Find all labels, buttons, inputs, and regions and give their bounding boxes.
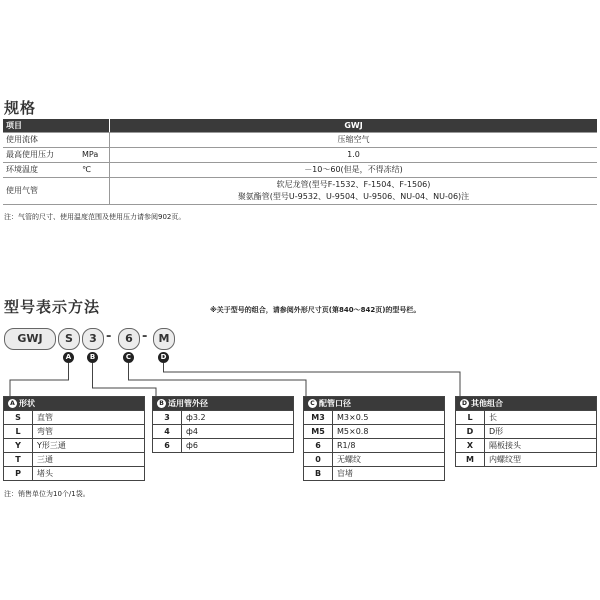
other-code: L <box>456 411 485 425</box>
tube-table-title: 适用管外径 <box>168 399 208 408</box>
model-part-a-pill: S <box>58 328 80 350</box>
port-table <box>303 396 445 481</box>
other-code: X <box>456 439 485 453</box>
table-row <box>456 453 597 467</box>
model-part-d-pill: M <box>153 328 175 350</box>
port-desc: M3×0.5 <box>333 411 445 425</box>
shape-code: S <box>4 411 33 425</box>
marker-d: D <box>158 352 169 363</box>
port-table-header <box>304 397 445 411</box>
spec-label: 使用气管 <box>3 178 110 205</box>
connector-c <box>129 363 307 396</box>
other-desc: 长 <box>485 411 597 425</box>
other-table <box>455 396 597 467</box>
marker-c-badge: C <box>308 399 317 408</box>
other-desc: 隔板接头 <box>485 439 597 453</box>
tube-table <box>152 396 294 453</box>
marker-b-badge: B <box>157 399 166 408</box>
table-row <box>4 425 145 439</box>
tube-desc: ф3.2 <box>182 411 294 425</box>
tube-code: 6 <box>153 439 182 453</box>
table-row <box>4 411 145 425</box>
other-code: D <box>456 425 485 439</box>
table-row <box>153 439 294 453</box>
model-dash: - <box>106 329 112 344</box>
model-base-pill: GWJ <box>4 328 56 350</box>
port-code: 6 <box>304 439 333 453</box>
shape-code: T <box>4 453 33 467</box>
spec-label: 环境温度 <box>3 163 79 178</box>
spec-unit: MPa <box>79 148 110 163</box>
spec-tube-value-1: 软尼龙管(型号F-1532、F-1504、F-1506) <box>276 180 431 189</box>
tube-table-header <box>153 397 294 411</box>
tube-desc: ф4 <box>182 425 294 439</box>
shape-code: Y <box>4 439 33 453</box>
table-row <box>4 467 145 481</box>
table-row <box>304 453 445 467</box>
shape-desc: Y形三通 <box>33 439 145 453</box>
shape-desc: 三通 <box>33 453 145 467</box>
other-table-header <box>456 397 597 411</box>
footer-note: 注：销售单位为10个/1袋。 <box>4 490 90 498</box>
shape-code: P <box>4 467 33 481</box>
port-desc: R1/8 <box>333 439 445 453</box>
port-code: M3 <box>304 411 333 425</box>
other-desc: 内螺纹型 <box>485 453 597 467</box>
port-desc: M5×0.8 <box>333 425 445 439</box>
table-row <box>456 439 597 453</box>
other-table-title: 其他组合 <box>471 399 503 408</box>
shape-table-title: 形状 <box>19 399 35 408</box>
marker-d-badge: D <box>460 399 469 408</box>
table-row <box>304 411 445 425</box>
spec-value: 压缩空气 <box>110 133 598 148</box>
spec-label: 最高使用压力 <box>3 148 79 163</box>
model-dash: - <box>142 329 148 344</box>
shape-desc: 堵头 <box>33 467 145 481</box>
spec-label: 使用流体 <box>3 133 79 148</box>
shape-desc: 弯管 <box>33 425 145 439</box>
port-code: M5 <box>304 425 333 439</box>
shape-table <box>3 396 145 481</box>
table-row <box>304 425 445 439</box>
tube-code: 3 <box>153 411 182 425</box>
marker-b: B <box>87 352 98 363</box>
model-part-c-pill: 6 <box>118 328 140 350</box>
table-row <box>304 439 445 453</box>
other-desc: D形 <box>485 425 597 439</box>
connector-a <box>10 363 69 396</box>
shape-desc: 直管 <box>33 411 145 425</box>
model-title: 型号表示方法 <box>4 298 101 316</box>
table-row <box>153 411 294 425</box>
tube-code: 4 <box>153 425 182 439</box>
spec-note: 注：气管的尺寸、使用温度范围及使用压力请参阅902页。 <box>4 213 186 221</box>
port-desc: 盲堵 <box>333 467 445 481</box>
spec-header-model: GWJ <box>110 119 598 133</box>
spec-tube-value-2: 聚氨酯管(型号U-9532、U-9504、U-9506、NU-04、NU-06)注 <box>237 192 470 201</box>
table-row <box>4 453 145 467</box>
port-table-title: 配管口径 <box>319 399 351 408</box>
tube-desc: ф6 <box>182 439 294 453</box>
spec-value: －10～60(但是，不得冻结) <box>110 163 598 178</box>
port-code: B <box>304 467 333 481</box>
table-row <box>304 467 445 481</box>
table-row <box>153 425 294 439</box>
model-part-b-pill: 3 <box>82 328 104 350</box>
port-desc: 无螺纹 <box>333 453 445 467</box>
marker-a-badge: A <box>8 399 17 408</box>
spec-title: 规格 <box>4 99 37 117</box>
marker-a: A <box>63 352 74 363</box>
model-note: ※关于型号的组合，请参阅外形尺寸页(第840～842页)的型号栏。 <box>210 306 421 314</box>
spec-header-item: 项目 <box>3 119 110 133</box>
table-row <box>456 425 597 439</box>
shape-code: L <box>4 425 33 439</box>
table-row <box>4 439 145 453</box>
marker-c: C <box>123 352 134 363</box>
spec-value: 1.0 <box>110 148 598 163</box>
port-code: 0 <box>304 453 333 467</box>
table-row <box>456 411 597 425</box>
other-code: M <box>456 453 485 467</box>
shape-table-header <box>4 397 145 411</box>
spec-unit: ℃ <box>79 163 110 178</box>
